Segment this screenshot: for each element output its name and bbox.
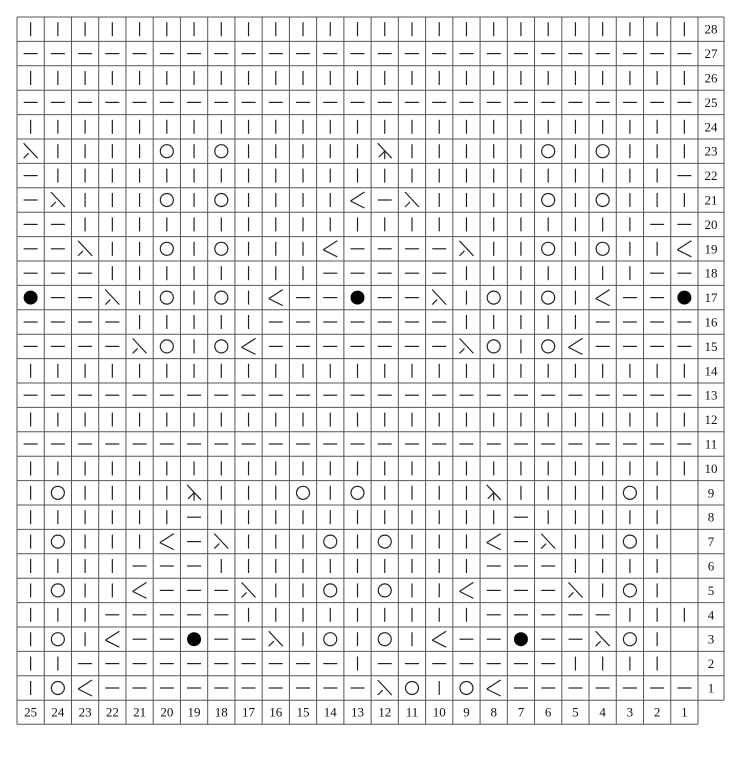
- row-label: 11: [704, 436, 718, 452]
- left-decrease-symbol: [405, 192, 419, 207]
- right-decrease-symbol: [351, 192, 365, 208]
- yarn-over-symbol: [160, 145, 173, 158]
- yarn-over-symbol: [623, 535, 636, 548]
- right-decrease-symbol: [677, 241, 691, 257]
- yarn-over-symbol: [160, 194, 173, 207]
- yarn-over-symbol: [542, 242, 555, 255]
- column-label: 4: [599, 704, 606, 720]
- yarn-over-symbol: [51, 682, 64, 695]
- yarn-over-symbol: [324, 584, 337, 597]
- column-label: 19: [187, 704, 201, 720]
- right-decrease-symbol: [78, 680, 92, 696]
- yarn-over-symbol: [596, 242, 609, 255]
- row-label: 16: [704, 314, 718, 330]
- left-decrease-symbol: [105, 290, 119, 305]
- row-label: 21: [704, 192, 718, 208]
- column-label: 17: [242, 704, 256, 720]
- row-label: 12: [704, 412, 718, 428]
- row-label: 4: [707, 607, 715, 623]
- left-decrease-symbol: [378, 680, 392, 695]
- yarn-over-symbol: [487, 291, 500, 304]
- yarn-over-symbol: [378, 535, 391, 548]
- right-decrease-symbol: [487, 680, 501, 696]
- left-decrease-symbol: [78, 241, 92, 256]
- column-label: 23: [78, 704, 92, 720]
- left-decrease-symbol: [242, 582, 256, 597]
- double-decrease-symbol: [187, 485, 201, 501]
- yarn-over-symbol: [51, 633, 64, 646]
- yarn-over-symbol: [542, 194, 555, 207]
- right-decrease-symbol: [133, 582, 147, 598]
- yarn-over-symbol: [596, 145, 609, 158]
- row-label: 15: [704, 338, 718, 354]
- yarn-over-symbol: [215, 291, 228, 304]
- left-decrease-symbol: [596, 631, 610, 646]
- right-decrease-symbol: [487, 534, 501, 550]
- column-label: 12: [378, 704, 392, 720]
- left-decrease-symbol: [459, 241, 473, 256]
- left-decrease-symbol: [269, 631, 283, 646]
- yarn-over-symbol: [378, 584, 391, 597]
- column-label: 10: [432, 704, 446, 720]
- yarn-over-symbol: [487, 340, 500, 353]
- left-decrease-symbol: [568, 582, 582, 597]
- double-decrease-symbol: [487, 485, 501, 501]
- bobble-symbol: [351, 291, 365, 305]
- yarn-over-symbol: [51, 486, 64, 499]
- column-label: 22: [105, 704, 119, 720]
- column-label: 2: [653, 704, 661, 720]
- yarn-over-symbol: [351, 486, 364, 499]
- yarn-over-symbol: [378, 633, 391, 646]
- yarn-over-symbol: [51, 535, 64, 548]
- row-label: 18: [704, 265, 718, 281]
- row-label: 23: [704, 143, 718, 159]
- column-label: 5: [572, 704, 579, 720]
- bobble-symbol: [514, 632, 528, 646]
- right-decrease-symbol: [568, 338, 582, 354]
- yarn-over-symbol: [460, 682, 473, 695]
- left-decrease-symbol: [459, 338, 473, 353]
- yarn-over-symbol: [215, 242, 228, 255]
- row-label: 20: [704, 216, 718, 232]
- row-label: 3: [707, 631, 715, 647]
- row-label: 28: [704, 21, 718, 37]
- column-label: 8: [490, 704, 497, 720]
- column-label: 11: [405, 704, 419, 720]
- column-label: 16: [269, 704, 283, 720]
- column-label: 24: [51, 704, 65, 720]
- column-label: 18: [214, 704, 228, 720]
- yarn-over-symbol: [297, 486, 310, 499]
- double-decrease-symbol: [378, 143, 392, 159]
- yarn-over-symbol: [215, 194, 228, 207]
- column-label: 14: [323, 704, 337, 720]
- column-label: 9: [463, 704, 470, 720]
- yarn-over-symbol: [623, 633, 636, 646]
- row-label: 6: [707, 558, 715, 574]
- yarn-over-symbol: [405, 682, 418, 695]
- left-decrease-symbol: [214, 534, 228, 549]
- column-label: 13: [351, 704, 364, 720]
- yarn-over-symbol: [623, 486, 636, 499]
- right-decrease-symbol: [160, 534, 174, 550]
- left-decrease-symbol: [432, 290, 446, 305]
- column-label: 15: [296, 704, 310, 720]
- yarn-over-symbol: [160, 340, 173, 353]
- yarn-over-symbol: [542, 291, 555, 304]
- right-decrease-symbol: [596, 290, 610, 306]
- bobble-symbol: [187, 632, 201, 646]
- column-label: 3: [626, 704, 634, 720]
- column-label: 21: [133, 704, 147, 720]
- row-label: 14: [704, 363, 718, 379]
- row-label: 10: [704, 460, 718, 476]
- row-label: 27: [704, 46, 718, 62]
- column-label: 20: [160, 704, 174, 720]
- column-label: 25: [24, 704, 38, 720]
- right-decrease-symbol: [105, 631, 119, 647]
- yarn-over-symbol: [324, 535, 337, 548]
- row-label: 25: [704, 94, 718, 110]
- right-decrease-symbol: [269, 290, 283, 306]
- bobble-symbol: [677, 291, 691, 305]
- yarn-over-symbol: [215, 340, 228, 353]
- right-decrease-symbol: [432, 631, 446, 647]
- column-label: 6: [544, 704, 552, 720]
- row-label: 5: [707, 582, 715, 598]
- left-decrease-symbol: [51, 192, 65, 207]
- row-label: 26: [704, 70, 718, 86]
- row-label: 24: [704, 119, 718, 135]
- yarn-over-symbol: [324, 633, 337, 646]
- row-label: 7: [707, 534, 715, 550]
- row-label: 17: [704, 290, 718, 306]
- right-decrease-symbol: [459, 582, 473, 598]
- chart-gridlines: [17, 17, 724, 724]
- row-label: 13: [704, 387, 718, 403]
- bobble-symbol: [24, 291, 38, 305]
- right-decrease-symbol: [242, 338, 256, 354]
- column-label: 7: [517, 704, 525, 720]
- yarn-over-symbol: [160, 291, 173, 304]
- yarn-over-symbol: [542, 340, 555, 353]
- row-label: 22: [704, 168, 718, 184]
- left-decrease-symbol: [24, 143, 38, 158]
- left-decrease-symbol: [541, 534, 555, 549]
- column-label: 1: [681, 704, 688, 720]
- row-label: 9: [707, 485, 715, 501]
- row-label: 1: [707, 680, 715, 696]
- yarn-over-symbol: [542, 145, 555, 158]
- row-label: 8: [707, 509, 715, 525]
- yarn-over-symbol: [596, 194, 609, 207]
- row-label: 19: [704, 241, 718, 257]
- yarn-over-symbol: [623, 584, 636, 597]
- left-decrease-symbol: [133, 338, 147, 353]
- yarn-over-symbol: [51, 584, 64, 597]
- right-decrease-symbol: [323, 241, 337, 257]
- yarn-over-symbol: [160, 242, 173, 255]
- row-label: 2: [707, 656, 715, 672]
- yarn-over-symbol: [215, 145, 228, 158]
